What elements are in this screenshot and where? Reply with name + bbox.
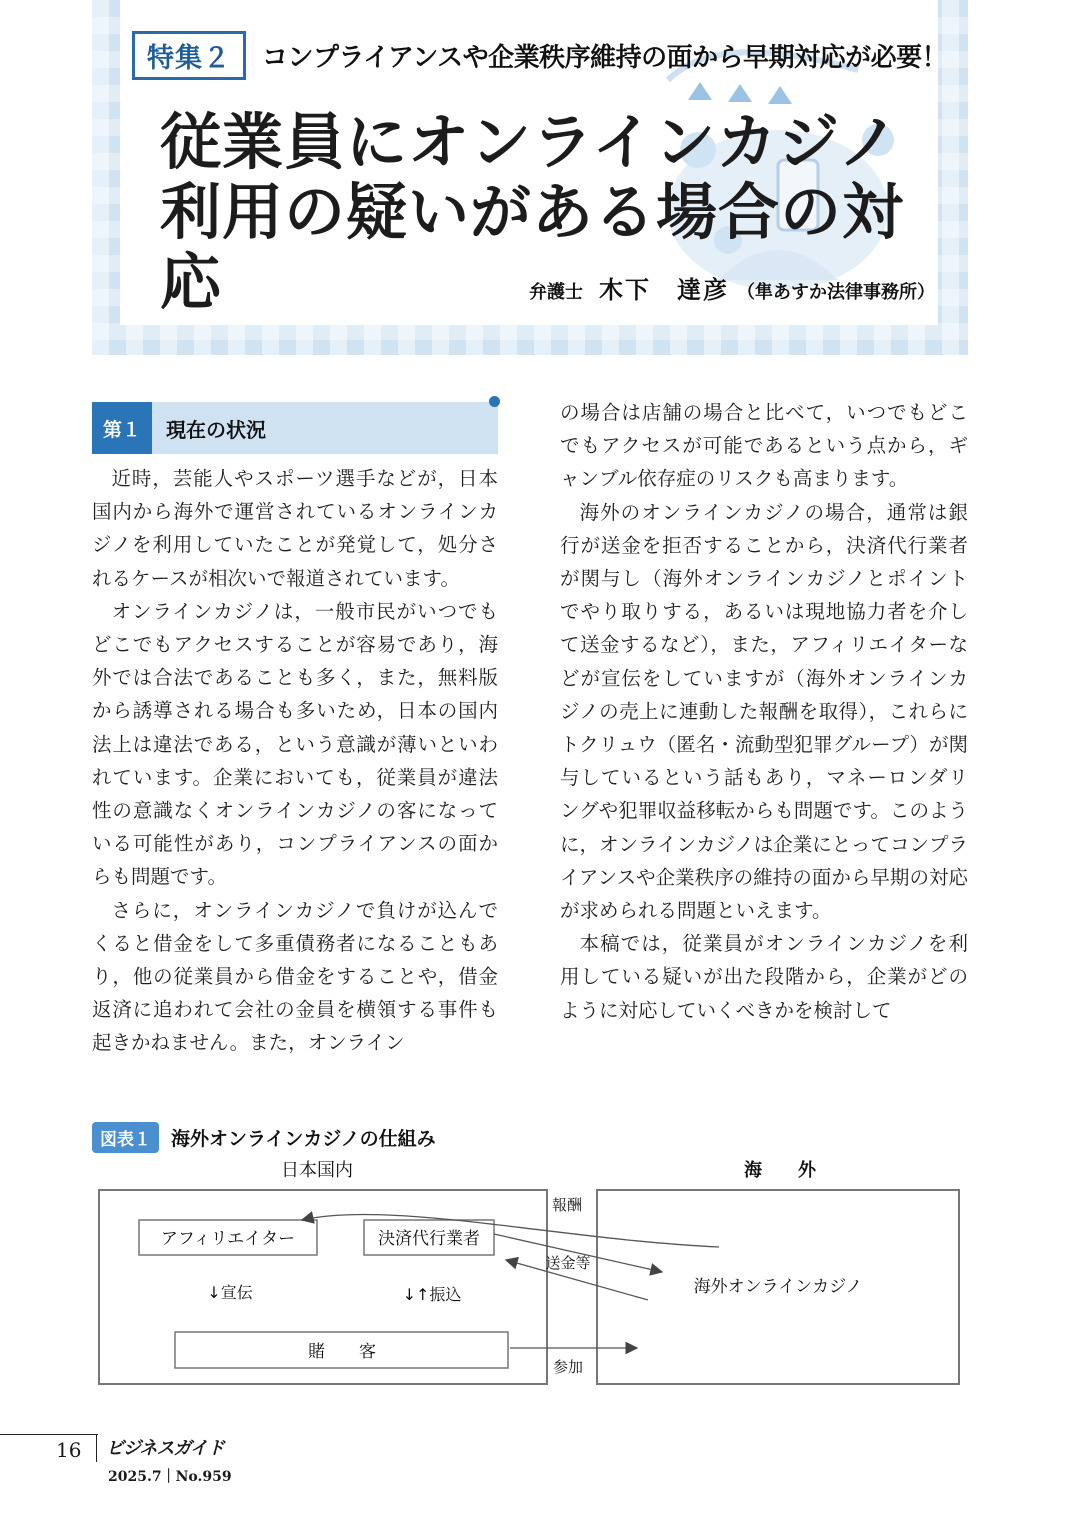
section-heading (92, 402, 498, 454)
domestic-heading: 日本国内 (281, 1160, 353, 1181)
feature-badge: 特集２ (132, 31, 246, 80)
author-role: 弁護士 (529, 282, 583, 303)
paragraph-5: 本稿では，従業員がオンラインカジノを利用している疑いが出た段階から，企業がどのように対応していくべきかを検討して (560, 932, 968, 1022)
casino-mechanism-diagram (92, 1150, 972, 1400)
paragraph-1: 近時，芸能人やスポーツ選手などが，日本国内から海外で運営されているオンラインカジノを利用していたことが発覚して，処分されるケースが相次いで報道されています。 (92, 467, 498, 590)
paragraph-3: さらに，オンラインカジノで負けが込んでくると借金をして多重債務者になることもあり，他の従業員から借金をすることや，借金返済に追われて会社の金員を横領する事件も起きかねません。また，オンライン (92, 898, 498, 1055)
participate-label: 参加 (552, 1358, 584, 1376)
author-name: 木下 達彦 (599, 276, 729, 304)
page-number: 16 (56, 1438, 82, 1462)
gambler-label: 賭 客 (308, 1342, 376, 1362)
paragraph-4: 海外のオンラインカジノの場合，通常は銀行が送金を拒否することから，決済代行業者が関与し（海外オンラインカジノとポイントでやり取りする，あるいは現地協力者を介して送金するなど），また，アフィリエイターなどが宣伝をしていますが（海外オンラインカジノの売上に連動した報酬を取得），これらにトクリュウ（匿名・流動型犯罪グループ）が関与しているという話もあり，マネーロンダリングや犯罪収益移転からも問題です。このように，オンラインカジノは企業にとってコンプライアンスや企業秩序の維持の面から早期の対応が求められる問題といえます。 (560, 500, 968, 923)
section-title: 現在の状況 (166, 417, 266, 442)
advertise-label: ↓宣伝 (207, 1283, 253, 1302)
footer-rule (0, 1434, 98, 1435)
figure-title (92, 1122, 436, 1153)
left-column (92, 462, 498, 1060)
overseas-heading: 海 外 (744, 1160, 816, 1181)
figure-label: 図表１ (92, 1122, 159, 1153)
magazine-logo: ビジネスガイド (106, 1438, 224, 1459)
figure-name: 海外オンラインカジノの仕組み (171, 1128, 436, 1150)
section-dot-icon (489, 396, 500, 407)
remittance-label: 送金等 (545, 1254, 591, 1272)
title-line-1: 従業員にオンラインカジノ (160, 107, 900, 178)
kicker-text: コンプライアンスや企業秩序維持の面から早期対応が必要！ (262, 42, 948, 73)
paragraph-3-continued: の場合は店舗の場合と比べて，いつでもどこでもアクセスが可能であるという点から，ギャンブル依存症のリスクも高まります。 (560, 401, 968, 491)
title-line-2: 利用の疑いがある場合の対応 (160, 177, 905, 318)
transfer-label: ↓↑振込 (402, 1285, 462, 1304)
kicker-row (132, 30, 947, 80)
reward-label: 報酬 (551, 1196, 583, 1214)
affiliator-label: アフィリエイター (160, 1229, 296, 1249)
paragraph-2: オンラインカジノは，一般市民がいつでもどこでもアクセスすることが容易であり，海外では合法であることも多く，また，無料版から誘導される場合も多いため，日本の国内法上は違法である，という意識が薄いといわれています。企業においても，従業員が違法性の意識なくオンラインカジノの客になっている可能性があり，コンプライアンスの面からも問題です。 (92, 599, 498, 889)
casino-label: 海外オンラインカジノ (693, 1277, 863, 1297)
payment-agent-label: 決済代行業者 (378, 1229, 480, 1249)
section-number: 第１ (92, 402, 152, 454)
footer-divider (96, 1434, 97, 1462)
byline (529, 270, 935, 305)
author-firm: （隼あすか法律事務所） (737, 282, 935, 303)
right-column (560, 396, 968, 1027)
issue-number: 2025.7｜No.959 (108, 1469, 232, 1485)
